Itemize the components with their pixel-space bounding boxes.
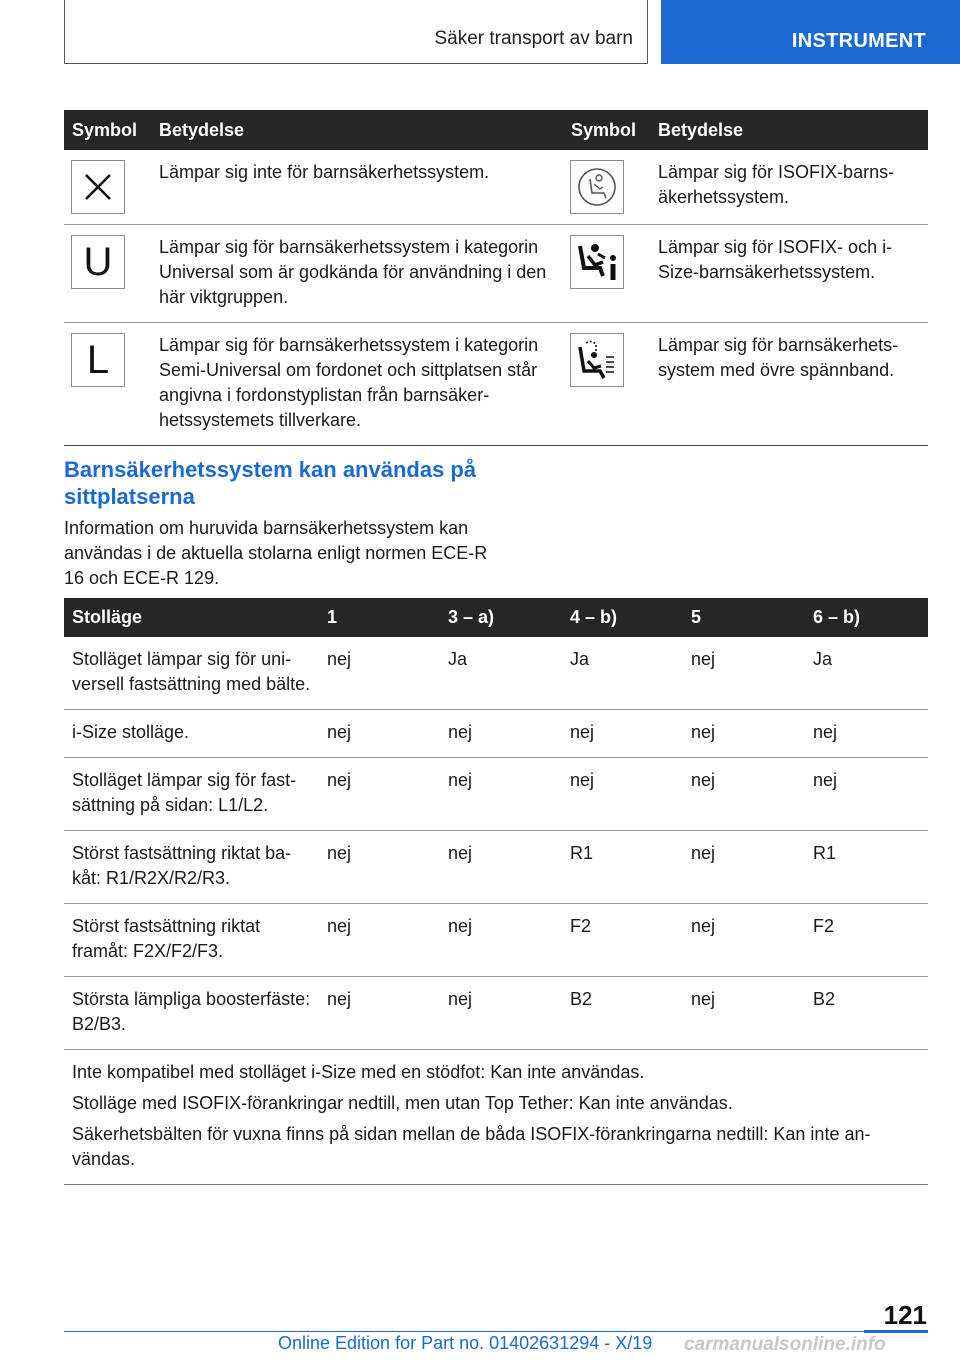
table-cell: nej xyxy=(440,977,562,1050)
table-cell: nej xyxy=(805,710,928,758)
table-row xyxy=(64,225,928,323)
header-position-6: 6 – b) xyxy=(805,598,928,637)
table-cell: nej xyxy=(319,904,440,977)
chapter-tab-label: INSTRUMENT xyxy=(791,30,926,52)
header-meaning: Betydelse xyxy=(151,110,563,150)
table-cell: Ja xyxy=(440,637,562,710)
table-cell: nej xyxy=(440,710,562,758)
table-row xyxy=(64,637,928,710)
row-label: Störst fastsättning riktat bakåt: R1/R2X/R2/R3. xyxy=(64,831,319,904)
row-label: i-Size stolläge. xyxy=(64,710,319,758)
table-cell: nej xyxy=(319,637,440,710)
table-cell: F2 xyxy=(562,904,683,977)
table-row xyxy=(64,831,928,904)
table-cell: nej xyxy=(805,758,928,831)
meaning-cell: Lämpar sig för barnsäkerhetssystem i kategorin Universal som är godkända för användning i den här viktgruppen. xyxy=(151,225,563,323)
table-cell: nej xyxy=(319,758,440,831)
table-row xyxy=(64,904,928,977)
footer-rule-accent xyxy=(864,1330,928,1333)
table-cell: nej xyxy=(319,977,440,1050)
semi-universal-letter-icon: L xyxy=(71,333,125,387)
section-heading: Barnsäkerhetssystem kan användas på sittplatserna xyxy=(64,457,477,509)
header-position-3: 3 – a) xyxy=(440,598,562,637)
meaning-cell: Lämpar sig för ISOFIX-barnsäkerhetssystem. xyxy=(650,150,928,225)
table-cell: Ja xyxy=(805,637,928,710)
table-note: Säkerhetsbälten för vuxna finns på sidan mellan de båda ISOFIX-förankringarna nedtill: Kan inte användas. xyxy=(72,1124,871,1169)
universal-letter-icon: U xyxy=(71,235,125,289)
header-symbol: Symbol xyxy=(64,110,151,150)
symbol-table xyxy=(64,110,928,446)
table-cell: nej xyxy=(683,758,805,831)
table-cell: Ja xyxy=(562,637,683,710)
position-table-header xyxy=(64,598,928,637)
meaning-cell: Lämpar sig för barnsäkerhetssystem i kategorin Semi-Universal om fordonet och sittplatsen står angivna i fordonstyplistan från barnsäkerhetssystemets tillverkare. xyxy=(151,323,563,446)
symbol-cell xyxy=(563,323,650,446)
table-row xyxy=(64,710,928,758)
table-cell: R1 xyxy=(562,831,683,904)
header-seat-position: Stolläge xyxy=(64,598,319,637)
table-cell: nej xyxy=(683,710,805,758)
row-label: Stolläget lämpar sig för fastsättning på sidan: L1/L2. xyxy=(64,758,319,831)
table-cell: nej xyxy=(683,831,805,904)
table-row xyxy=(64,150,928,225)
section-title: Säker transport av barn xyxy=(434,28,633,49)
table-cell: R1 xyxy=(805,831,928,904)
symbol-cell xyxy=(64,225,151,323)
table-cell: nej xyxy=(562,710,683,758)
header-position-4: 4 – b) xyxy=(562,598,683,637)
seating-position-table xyxy=(64,598,928,1185)
notes-cell xyxy=(64,1050,928,1185)
meaning-cell: Lämpar sig för ISOFIX- och i-Size-barnsäkerhetssystem. xyxy=(650,225,928,323)
symbol-cell xyxy=(64,323,151,446)
symbol-cell xyxy=(563,150,650,225)
header-symbol: Symbol xyxy=(563,110,650,150)
watermark: carmanualsonline.info xyxy=(684,1334,886,1355)
footer-rule xyxy=(64,1331,928,1332)
isofix-seat-icon xyxy=(570,160,624,214)
chapter-tab[interactable] xyxy=(661,0,960,64)
table-cell: B2 xyxy=(562,977,683,1050)
table-cell: nej xyxy=(319,831,440,904)
symbol-table-header xyxy=(64,110,928,150)
edition-text: Online Edition for Part no. 01402631294 - X/19 xyxy=(278,1333,653,1353)
symbol-cell xyxy=(64,150,151,225)
table-cell: F2 xyxy=(805,904,928,977)
table-row xyxy=(64,977,928,1050)
meaning-cell: Lämpar sig inte för barnsäkerhetssystem. xyxy=(151,150,563,225)
header-position-5: 5 xyxy=(683,598,805,637)
page-number: 121 xyxy=(883,1300,927,1330)
table-cell: nej xyxy=(440,904,562,977)
row-label: Största lämpliga boosterfäste: B2/B3. xyxy=(64,977,319,1050)
row-label: Störst fastsättning riktat framåt: F2X/F2/F3. xyxy=(64,904,319,977)
row-label: Stolläget lämpar sig för universell fastsättning med bälte. xyxy=(64,637,319,710)
table-cell: B2 xyxy=(805,977,928,1050)
meaning-cell: Lämpar sig för barnsäkerhetssystem med övre spännband. xyxy=(650,323,928,446)
isize-seat-icon xyxy=(570,235,624,289)
table-row xyxy=(64,323,928,446)
header-position-1: 1 xyxy=(319,598,440,637)
top-tether-icon xyxy=(570,333,624,387)
cross-icon xyxy=(71,160,125,214)
table-cell: nej xyxy=(440,831,562,904)
header-section-box xyxy=(64,0,648,64)
section-body: Information om huruvida barnsäkerhetssystem kan användas i de aktuella stolarna enligt normen ECE-R 16 och ECE-R 129. xyxy=(64,518,488,588)
table-cell: nej xyxy=(683,977,805,1050)
table-cell: nej xyxy=(562,758,683,831)
table-cell: nej xyxy=(683,904,805,977)
table-cell: nej xyxy=(440,758,562,831)
header-meaning: Betydelse xyxy=(650,110,928,150)
table-note: Inte kompatibel med stolläget i-Size med en stödfot: Kan inte användas. xyxy=(72,1062,645,1082)
table-cell: nej xyxy=(319,710,440,758)
symbol-cell xyxy=(563,225,650,323)
table-note: Stolläge med ISOFIX-förankringar nedtill, men utan Top Tether: Kan inte användas. xyxy=(72,1093,733,1113)
table-row xyxy=(64,758,928,831)
table-cell: nej xyxy=(683,637,805,710)
table-notes-row xyxy=(64,1050,928,1185)
